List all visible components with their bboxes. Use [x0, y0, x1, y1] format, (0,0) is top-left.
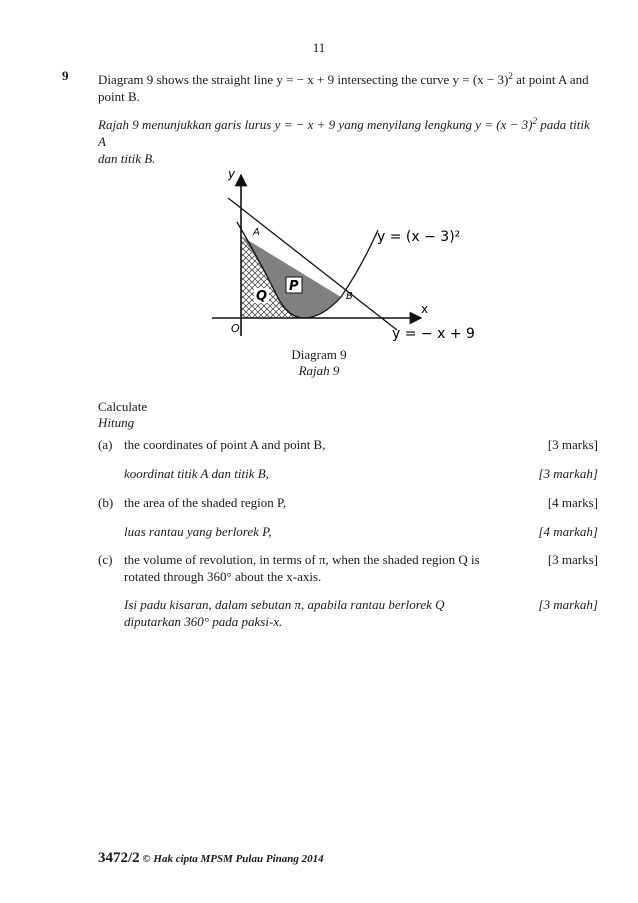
- origin-label: O: [231, 322, 240, 335]
- page-number: 11: [312, 40, 326, 55]
- part-b-malay: [98, 523, 598, 540]
- x-axis-label: x: [421, 302, 429, 316]
- question-number: 9: [62, 68, 69, 83]
- intro-en-line1: Diagram 9 shows the straight line y = − x + 9 intersecting the curve y = (x − 3): [98, 72, 509, 87]
- part-c-text-malay: Isi padu kisaran, dalam sebutan π, apabila rantau berlorek Q diputarkan 360° pada paksi-x.: [124, 597, 445, 629]
- part-a-marks-malay: [3 markah]: [538, 466, 598, 481]
- part-b-marks: [4 marks]: [547, 495, 598, 510]
- intro-en-exponent: 2: [508, 71, 513, 81]
- part-c-english: [98, 551, 598, 585]
- part-c-marks: [3 marks]: [547, 552, 598, 567]
- intro-ms-exponent: 2: [532, 116, 537, 126]
- part-a-text: the coordinates of point A and point B,: [124, 437, 326, 452]
- calculate-malay: Hitung: [98, 415, 135, 430]
- diagram-caption-english: Diagram 9: [291, 347, 347, 362]
- intro-ms-line2: dan titik B.: [98, 151, 156, 166]
- diagram-9: [0, 0, 638, 360]
- part-a-label: (a): [98, 437, 113, 452]
- part-b-marks-malay: [4 markah]: [538, 524, 598, 539]
- part-c-malay: [98, 596, 598, 630]
- intro-ms-line1: Rajah 9 menunjukkan garis lurus y = − x + 9 yang menyilang lengkung y = (x − 3): [98, 117, 533, 132]
- curve-equation-label: y = (x − 3)²: [377, 229, 461, 245]
- page-footer: [98, 850, 324, 867]
- point-b-label: B: [346, 291, 353, 302]
- part-a-english: [98, 436, 598, 453]
- diagram-caption-malay: Rajah 9: [298, 363, 340, 378]
- paper-code: 3472/2: [98, 850, 140, 866]
- point-a-label: A: [253, 227, 260, 238]
- part-a-marks: [3 marks]: [547, 437, 598, 452]
- part-b-text-malay: luas rantau yang berlorek P,: [124, 524, 272, 539]
- y-axis-label: y: [228, 167, 236, 181]
- part-c-text: the volume of revolution, in terms of π, when the shaded region Q is rotated through 360° about the x-axis.: [124, 552, 480, 584]
- part-a-text-malay: koordinat titik A dan titik B,: [124, 466, 269, 481]
- part-a-malay: [98, 465, 598, 482]
- part-c-marks-malay: [3 markah]: [538, 597, 598, 612]
- part-c-label: (c): [98, 552, 113, 567]
- intro-en-line1-end: at point A and: [512, 72, 589, 87]
- part-b-label: (b): [98, 495, 114, 510]
- part-b-text: the area of the shaded region P,: [124, 495, 287, 510]
- region-q-label: Q: [256, 289, 268, 304]
- copyright-text: © Hak cipta MPSM Pulau Pinang 2014: [142, 853, 324, 865]
- part-b-english: [98, 494, 598, 511]
- intro-ms-line1-end: pada titik A: [98, 117, 590, 149]
- line-equation-label: y = − x + 9: [392, 326, 475, 342]
- intro-en-line2: point B.: [98, 89, 140, 104]
- calculate-english: Calculate: [98, 399, 148, 414]
- region-p-label: P: [289, 279, 299, 294]
